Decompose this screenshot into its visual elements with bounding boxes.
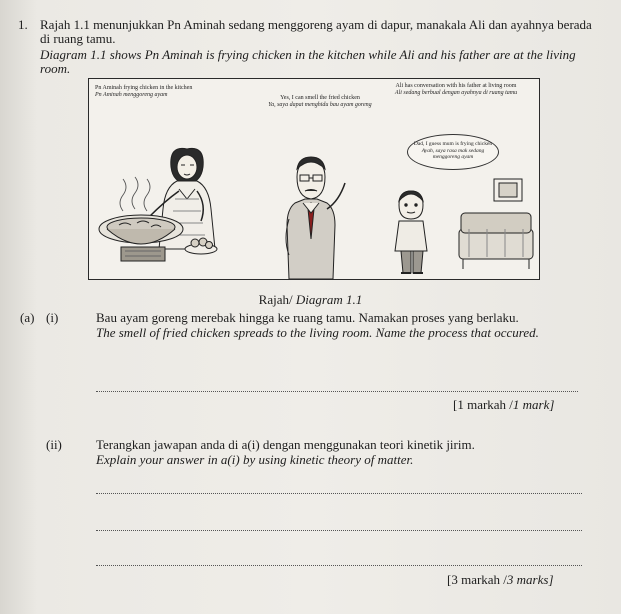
intro-english: Diagram 1.1 shows Pn Aminah is frying chicken in the kitchen while Ali and his father are at the living room. — [40, 47, 576, 76]
ali-figure — [395, 191, 427, 273]
marks-a-i: [1 markah /1 mark] — [453, 397, 555, 412]
part-ii-label: (ii) — [46, 437, 62, 452]
question-a-i-english: The smell of fried chicken spreads to the living room. Name the process that occured. — [96, 325, 539, 340]
marks-a-ii: [3 markah /3 marks] — [447, 572, 554, 587]
part-a-label: (a) — [20, 310, 35, 325]
answer-line-a-i[interactable] — [96, 391, 578, 392]
kitchen-caption: Pn Aminah frying chicken in the kitchen Pn Aminah menggoreng ayam — [95, 85, 193, 98]
intro-malay: Rajah 1.1 menunjukkan Pn Aminah sedang menggoreng ayam di dapur, manakala Ali dan ayahnya berada di ruang tamu. — [40, 17, 592, 46]
question-a-i-malay: Bau ayam goreng merebak hingga ke ruang tamu. Namakan proses yang berlaku. — [96, 310, 519, 325]
smell-lines — [120, 177, 150, 211]
living-room-caption: Ali has conversation with his father at living room Ali sedang berbual dengan ayahnya di ruang tamu — [394, 83, 518, 96]
father-figure — [286, 157, 345, 279]
question-a-ii-english: Explain your answer in a(i) by using kinetic theory of matter. — [96, 452, 414, 467]
answer-line-a-ii-2[interactable] — [96, 530, 582, 531]
diagram-illustration — [89, 79, 539, 279]
part-i-label: (i) — [46, 310, 59, 325]
diagram-1-1 — [88, 78, 540, 280]
answer-line-a-ii-1[interactable] — [96, 493, 582, 494]
answer-line-a-ii-3[interactable] — [96, 565, 582, 566]
question-number: 1. — [18, 17, 28, 32]
wok — [99, 215, 183, 261]
diagram-caption: Rajah/ Diagram 1.1 — [258, 292, 363, 307]
sofa — [459, 213, 533, 269]
father-speech: Yes, I can smell the fried chicken Ya, saya dapat menghidu bau ayam goreng — [268, 95, 372, 108]
ali-speech-bubble: Dad, I guess mum is frying chicken Ayah, saya rasa mak sedang menggoreng ayam — [407, 134, 499, 170]
wall-frame — [494, 179, 522, 201]
question-a-ii-malay: Terangkan jawapan anda di a(i) dengan menggunakan teori kinetik jirim. — [96, 437, 475, 452]
